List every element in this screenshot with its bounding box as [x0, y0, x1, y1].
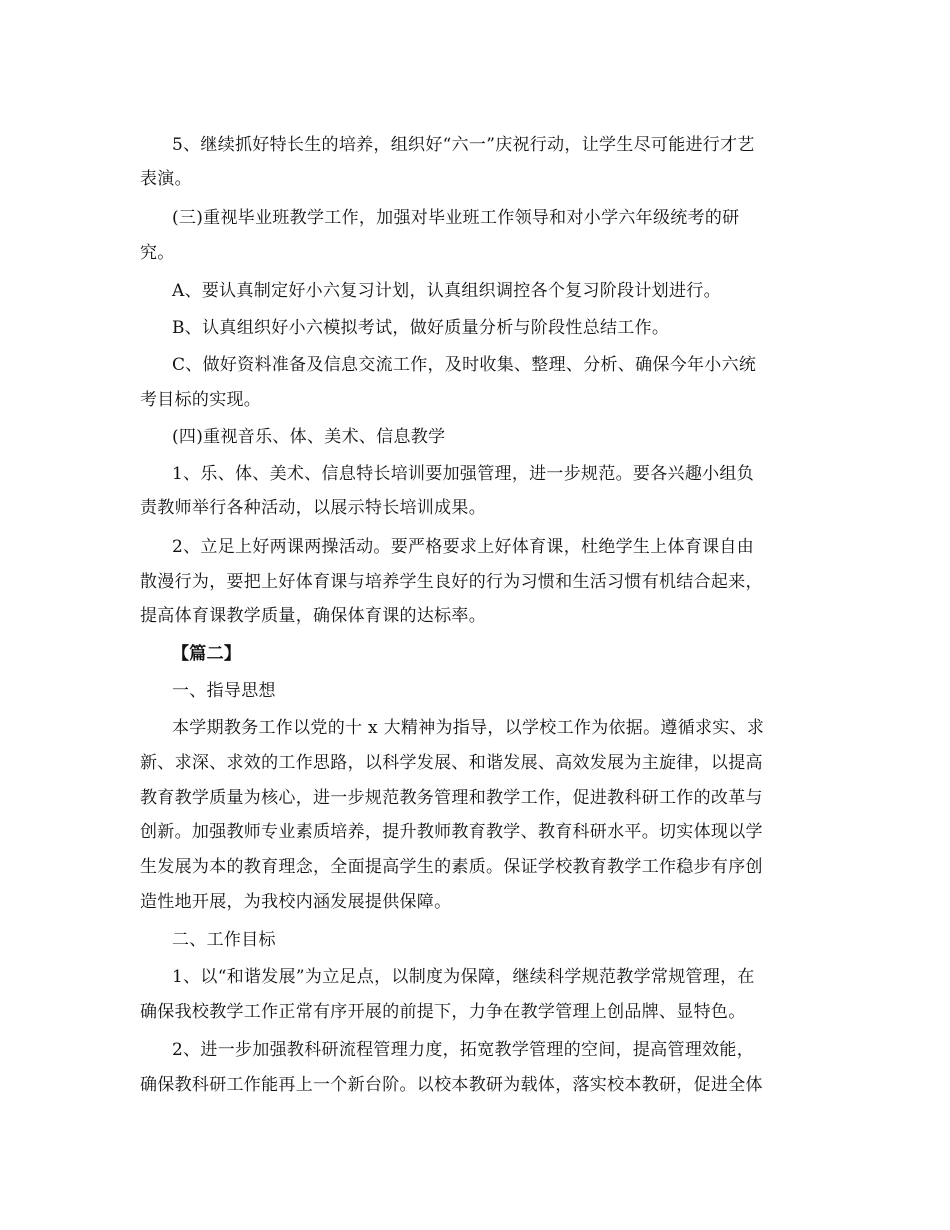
paragraph-line: 表演。 — [140, 169, 192, 189]
paragraph-line: 究。 — [140, 243, 175, 263]
paragraph-line: C、做好资料准备及信息交流工作，及时收集、整理、分析、确保今年小六统 — [172, 355, 757, 375]
paragraph-line: 2、进一步加强教科研流程管理力度，拓宽教学管理的空间，提高管理效能， — [172, 1040, 755, 1060]
part-heading: 【篇二】 — [172, 644, 242, 664]
paragraph-line: A、要认真制定好小六复习计划，认真组织调控各个复习阶段计划进行。 — [172, 281, 721, 301]
paragraph-line: B、认真组织好小六模拟考试，做好质量分析与阶段性总结工作。 — [172, 318, 670, 338]
paragraph-line: 责教师举行各种活动，以展示特长培训成果。 — [140, 498, 486, 518]
paragraph-line: 创新。加强教师专业素质培养，提升教师教育教学、教育科研水平。切实体现以学 — [140, 822, 763, 842]
paragraph-line: 新、求深、求效的工作思路，以科学发展、和谐发展、高效发展为主旋律，以提高 — [140, 753, 763, 773]
section-heading: 二、工作目标 — [172, 930, 276, 950]
paragraph-line: 确保我校教学工作正常有序开展的前提下，力争在教学管理上创品牌、显特色。 — [140, 1002, 746, 1022]
paragraph-line: 提高体育课教学质量，确保体育课的达标率。 — [140, 606, 486, 626]
paragraph-line: 2、立足上好两课两操活动。要严格要求上好体育课，杜绝学生上体育课自由 — [172, 537, 755, 557]
paragraph-line: 造性地开展，为我校内涵发展提供保障。 — [140, 892, 452, 912]
section-heading: 一、指导思想 — [172, 681, 276, 701]
paragraph-line: 考目标的实现。 — [140, 390, 262, 410]
section-heading: (四)重视音乐、体、美术、信息教学 — [172, 427, 446, 447]
paragraph-line: 1、以“和谐发展”为立足点，以制度为保障，继续科学规范教学常规管理，在 — [172, 967, 755, 987]
paragraph-line: 5、继续抓好特长生的培养，组织好“六一”庆祝行动，让学生尽可能进行才艺 — [172, 135, 755, 155]
paragraph-line: 1、乐、体、美术、信息特长培训要加强管理，进一步规范。要各兴趣小组负 — [172, 464, 755, 484]
paragraph-line: 确保教科研工作能再上一个新台阶。以校本教研为载体，落实校本教研，促进全体 — [140, 1075, 763, 1095]
section-heading: (三)重视毕业班教学工作，加强对毕业班工作领导和对小学六年级统考的研 — [172, 208, 740, 228]
paragraph-line: 散漫行为，要把上好体育课与培养学生良好的行为习惯和生活习惯有机结合起来， — [140, 572, 763, 592]
paragraph-line: 生发展为本的教育理念，全面提高学生的素质。保证学校教育教学工作稳步有序创 — [140, 857, 763, 877]
paragraph-line: 教育教学质量为核心，进一步规范教务管理和教学工作，促进教科研工作的改革与 — [140, 788, 763, 808]
paragraph-line: 本学期教务工作以党的十 x 大精神为指导，以学校工作为依据。遵循求实、求 — [172, 718, 765, 738]
